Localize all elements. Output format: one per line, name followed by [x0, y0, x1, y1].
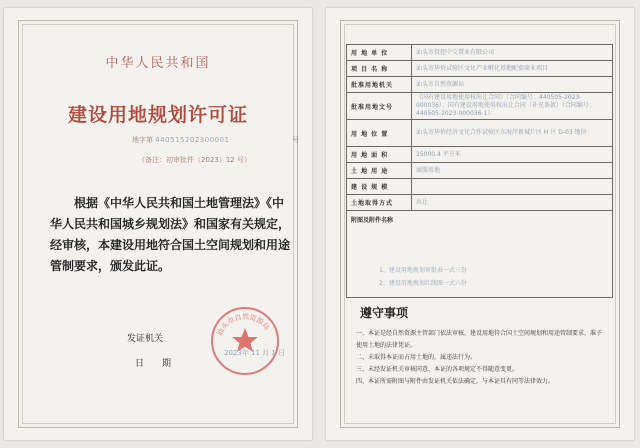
table-row: [347, 147, 613, 163]
row-label: 用 地 单 位: [347, 45, 412, 61]
attachments-cell: [347, 211, 613, 298]
official-seal: [208, 304, 282, 378]
table-row: [347, 45, 613, 61]
attachments-list: [351, 224, 608, 290]
table-row: [347, 120, 613, 147]
row-label: 批准用地机关: [347, 77, 412, 93]
row-label: 建 设 规 模: [347, 179, 412, 195]
table-row: [347, 195, 613, 211]
issue-date: 2023年 11 月 1 日: [224, 349, 286, 357]
permit-info-table: [346, 44, 613, 298]
cert-number-label: 地字第: [132, 136, 153, 144]
row-label: 用 地 面 积: [347, 147, 412, 163]
notice-title: 遵守事项: [360, 306, 409, 320]
permit-detail-page: [326, 8, 634, 440]
cert-number-value: 440515202300001: [155, 136, 230, 144]
row-value: 汕头市华侨经济文化合作试验区东海岸新城片区 H 区 D-03 地块: [412, 120, 613, 147]
notice-item: 四、本证所需附图与附件由发证机关依法确定，与本证具有同等法律效力。: [356, 378, 555, 385]
certificate-number: [132, 135, 299, 145]
permit-title: 建设用地规划许可证: [67, 104, 248, 126]
notice-item: 二、未取得本证而占用土地的，属违法行为。: [356, 354, 477, 361]
table-row: [347, 93, 613, 120]
row-label: 项 目 名 称: [347, 61, 412, 77]
statement-paragraph: 根据《中华人民共和国土地管理法》《中华人民共和国城乡规划法》和国家有关规定，经审核，本建设用地符合国土空间规划和用途管制要求，颁发此证。: [50, 196, 291, 273]
notice-list: [356, 328, 606, 388]
permit-cover-page: [4, 8, 312, 440]
table-row: [347, 61, 613, 77]
table-row: [347, 179, 613, 195]
attachment-item: 1、建设用地规划审批表一式三份: [379, 267, 467, 274]
row-value: 出让: [412, 195, 613, 211]
row-value: 《国有建设用地使用权出让合同》（合同编号：440505-2023-000036）、国有建设用地使用权出让合同（补充条款）（合同编号：440505-2023-000036-1）: [412, 93, 613, 120]
row-value: 汕头市华侨试验区文化产业孵化基地配套商业项目: [412, 61, 613, 77]
country-name: 中华人民共和国: [105, 56, 211, 71]
attachments-row: [347, 211, 613, 298]
remark: （备注：初审批件（2023）12 号）: [138, 156, 251, 164]
row-label: 土地取得方式: [347, 195, 412, 211]
row-value: 15000.4 平方米: [412, 147, 613, 163]
table-row: [347, 163, 613, 179]
row-label: 用 地 位 置: [347, 120, 412, 147]
row-value: 商服用地: [412, 163, 613, 179]
issuer-label: 发证机关: [127, 334, 164, 344]
row-label: 批准用地文号: [347, 93, 412, 120]
row-label: 土 地 用 途: [347, 163, 412, 179]
date-label: 日 期: [135, 359, 172, 369]
notice-item: 三、未经发证机关审核同意，本证的各项规定不得随意变更。: [356, 366, 519, 373]
attachment-item: 2、建设用地规划红线图一式六份: [379, 280, 467, 287]
row-value: [412, 179, 613, 195]
table-row: [347, 77, 613, 93]
cert-number-suffix: 号: [292, 136, 299, 144]
notice-item: 一、本证是经自然资源主管部门依法审核，建设用地符合国土空间规划和用途管制要求，准予使用土地的法律凭证。: [356, 330, 603, 349]
attachments-label: 附图及附件名称: [351, 217, 394, 224]
row-value: 汕头市投控中交置业有限公司: [412, 45, 613, 61]
row-value: 汕头市自然资源局: [412, 77, 613, 93]
seal-text: 汕头市自然资源局: [215, 312, 271, 337]
